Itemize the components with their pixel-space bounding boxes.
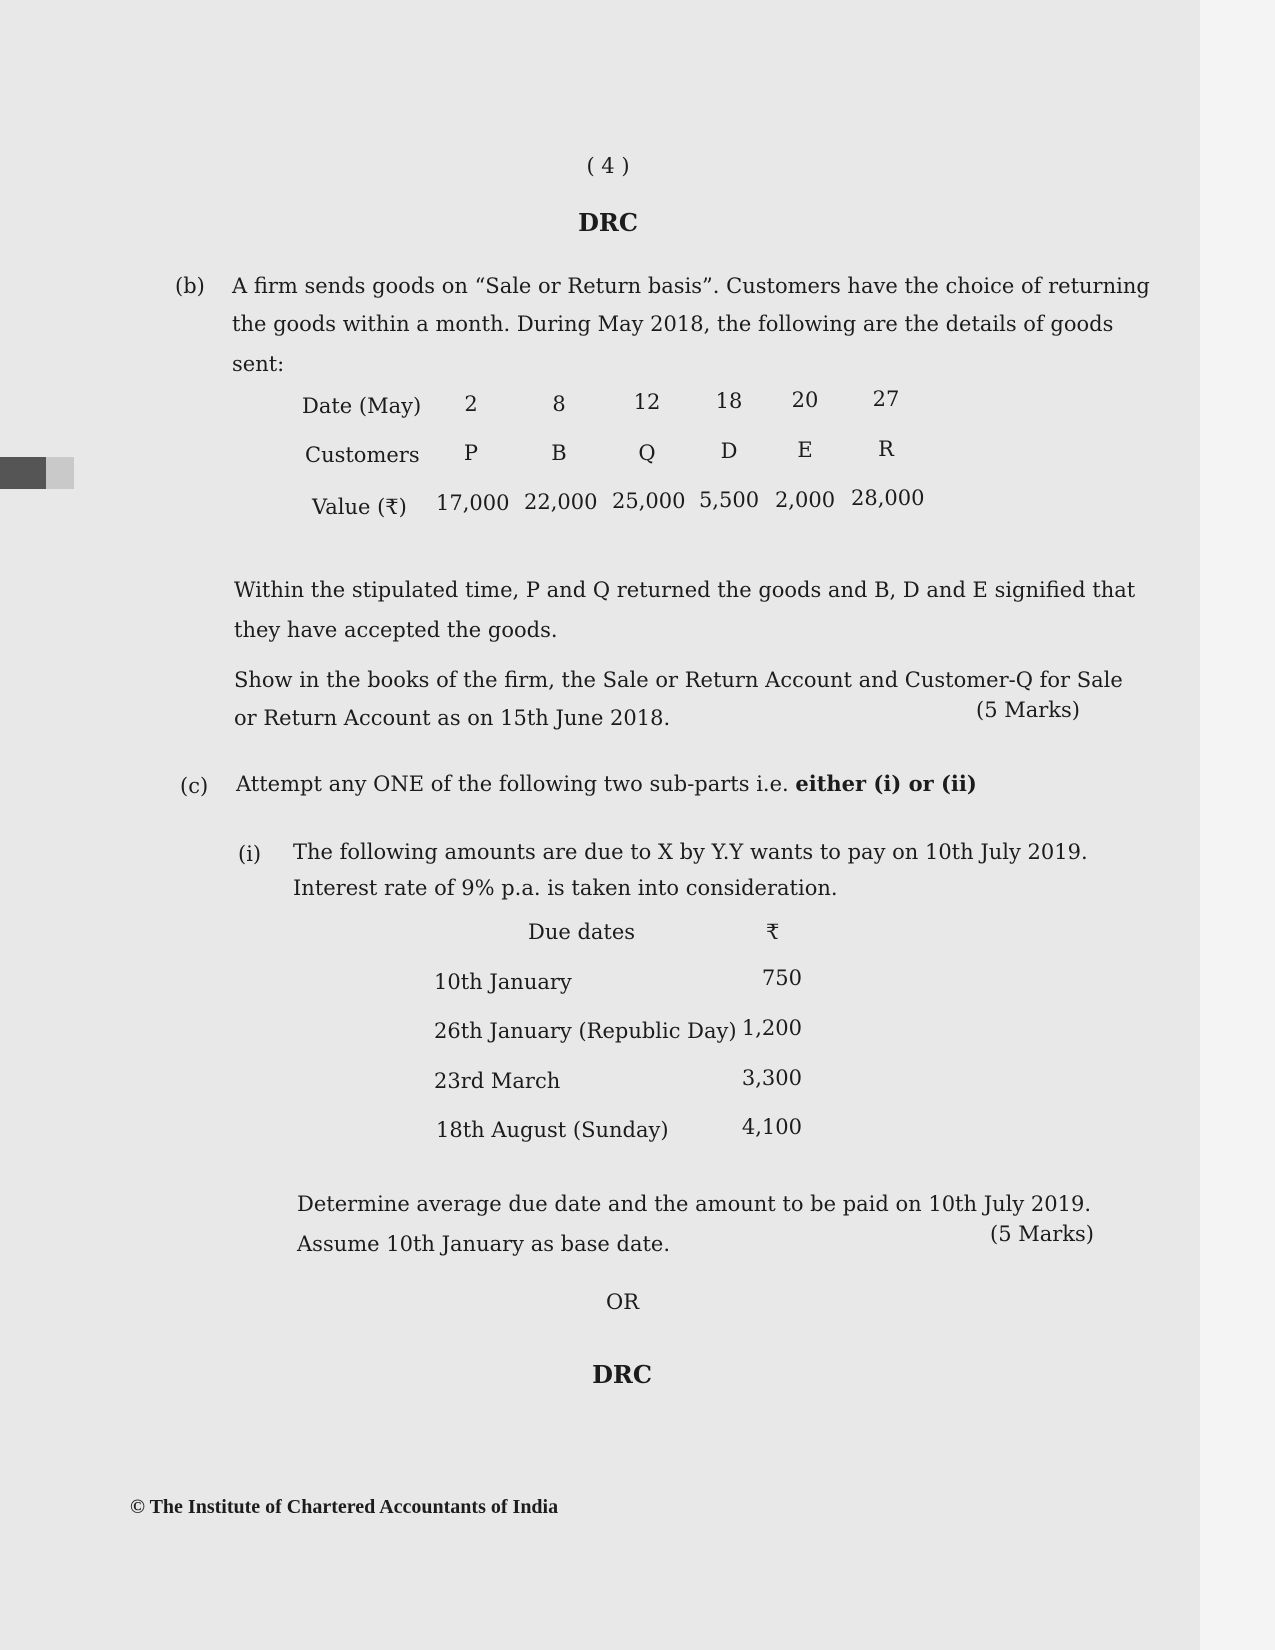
- date-cell: 18: [715, 389, 743, 413]
- value-cell: 22,000: [524, 490, 598, 514]
- part-b-para-2-line-1: Within the stipulated time, P and Q returned the goods and B, D and E signified that: [234, 578, 1136, 602]
- scan-mark-shadow: [46, 457, 74, 489]
- sub-i-line-4: Assume 10th January as base date.: [297, 1232, 671, 1256]
- row-label-customers: Customers: [305, 443, 420, 467]
- part-c-intro: [236, 764, 977, 804]
- scan-mark: [0, 457, 46, 489]
- value-cell: 5,500: [698, 488, 760, 512]
- page-number: ( 4 ): [586, 154, 630, 178]
- value-cell: 2,000: [774, 488, 836, 512]
- amount-cell: 1,200: [741, 1016, 802, 1040]
- part-b-para-2-line-2: they have accepted the goods.: [234, 618, 558, 642]
- customer-cell: E: [797, 438, 813, 462]
- sub-i-line-3: Determine average due date and the amount to be paid on 10th July 2019.: [297, 1192, 1092, 1216]
- customer-cell: Q: [638, 441, 656, 465]
- due-date-cell: 10th January: [434, 970, 572, 994]
- customer-cell: P: [463, 441, 479, 465]
- amount-cell: 3,300: [741, 1066, 802, 1090]
- row-label-date: Date (May): [302, 394, 422, 418]
- part-b-para-3-line-2: or Return Account as on 15th June 2018.: [234, 706, 671, 730]
- date-cell: 2: [464, 392, 478, 416]
- due-date-cell: 18th August (Sunday): [436, 1118, 669, 1142]
- amount-cell: 750: [761, 966, 802, 990]
- customer-cell: D: [720, 439, 738, 463]
- customer-cell: R: [878, 437, 894, 461]
- sub-i-line-2: Interest rate of 9% p.a. is taken into consideration.: [293, 876, 838, 900]
- value-cell: 17,000: [436, 491, 510, 515]
- value-cell: 28,000: [851, 486, 925, 510]
- part-c-label: (c): [180, 774, 209, 798]
- page-edge: [1200, 0, 1275, 1650]
- due-dates-header: Due dates: [528, 920, 636, 944]
- part-b-para-3-line-1: Show in the books of the firm, the Sale or Return Account and Customer-Q for Sale: [234, 668, 1123, 692]
- date-cell: 27: [872, 387, 900, 411]
- amount-cell: 4,100: [741, 1115, 802, 1139]
- part-c-intro-text: Attempt any ONE of the following two sub-parts i.e.: [236, 772, 796, 796]
- copyright-footer: © The Institute of Chartered Accountants of India: [130, 1496, 559, 1518]
- date-cell: 8: [552, 392, 566, 416]
- sub-i-label: (i): [238, 842, 262, 866]
- customer-cell: B: [551, 441, 567, 465]
- part-b-line-3: sent:: [232, 352, 285, 376]
- date-cell: 12: [633, 390, 661, 414]
- due-date-cell: 26th January (Republic Day): [434, 1019, 737, 1043]
- due-date-cell: 23rd March: [434, 1069, 561, 1093]
- or-separator: OR: [606, 1290, 640, 1314]
- sub-i-line-1: The following amounts are due to X by Y.Y wants to pay on 10th July 2019.: [293, 840, 1088, 864]
- amount-header: ₹: [766, 920, 780, 944]
- date-cell: 20: [791, 388, 819, 412]
- part-b-line-1: A firm sends goods on “Sale or Return basis”. Customers have the choice of returning: [232, 274, 1150, 298]
- part-b-line-2: the goods within a month. During May 2018, the following are the details of goods: [232, 312, 1114, 336]
- value-cell: 25,000: [612, 489, 686, 513]
- page-header: DRC: [578, 208, 638, 237]
- sub-i-marks: (5 Marks): [990, 1222, 1094, 1246]
- drc-footer-mark: DRC: [592, 1360, 652, 1389]
- part-c-intro-bold: either (i) or (ii): [795, 771, 977, 796]
- row-label-value: Value (₹): [312, 495, 407, 519]
- part-b-marks: (5 Marks): [976, 698, 1080, 722]
- part-b-label: (b): [175, 274, 205, 298]
